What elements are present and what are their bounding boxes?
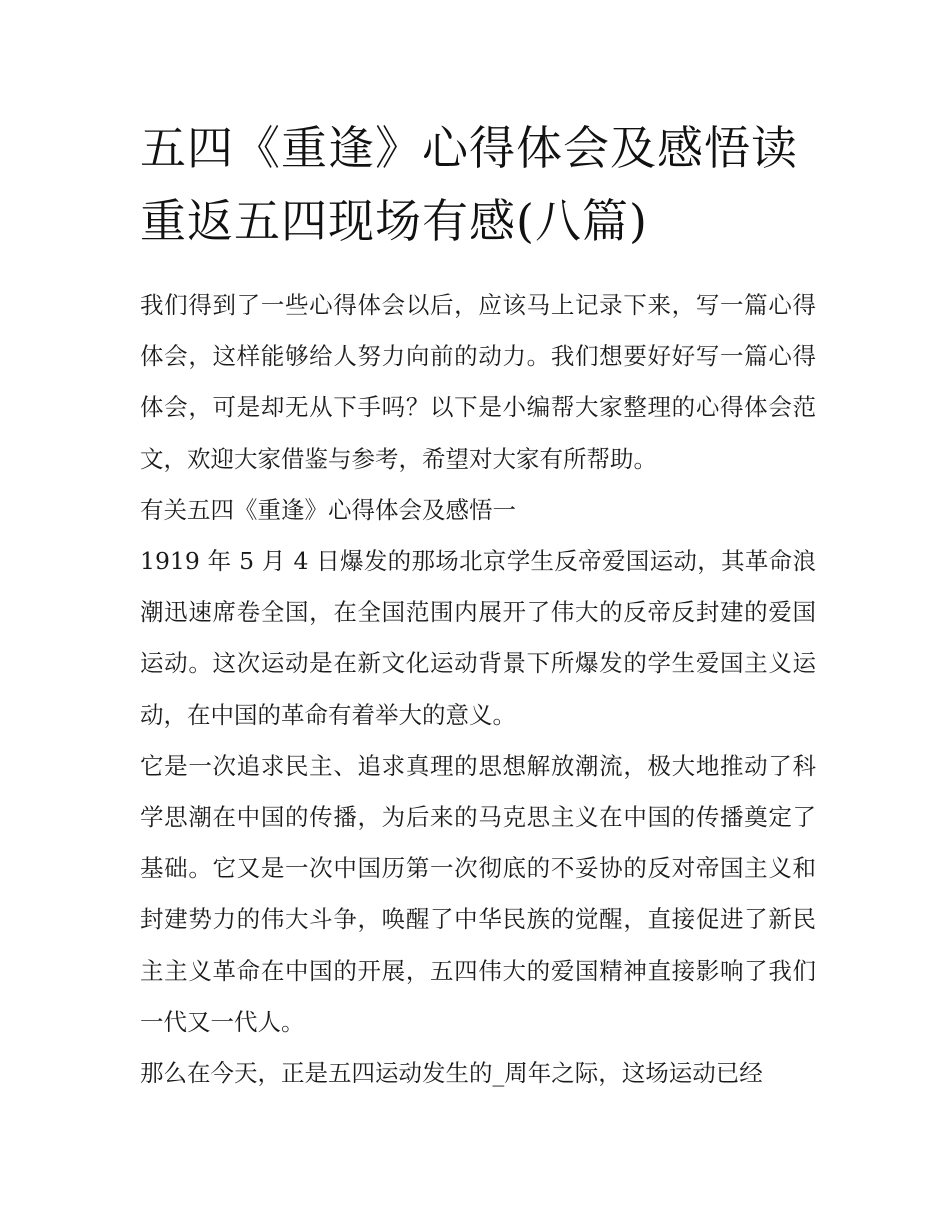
document-body	[140, 280, 816, 1099]
body-paragraph: 1919 年 5 月 4 日爆发的那场北京学生反帝爱国运动，其革命浪潮迅速席卷全国，在全国范围内展开了伟大的反帝反封建的爱国运动。这次运动是在新文化运动背景下所爆发的学生爱国主义运动，在中国的革命有着举大的意义。	[140, 547, 816, 729]
body-paragraph: 它是一次追求民主、追求真理的思想解放潮流，极大地推动了科学思潮在中国的传播，为后来的马克思主义在中国的传播奠定了基础。它又是一次中国历第一次彻底的不妥协的反对帝国主义和封建势力的伟大斗争，唤醒了中华民族的觉醒，直接促进了新民主主义革命在中国的开展，五四伟大的爱国精神直接影响了我们一代又一代人。	[140, 751, 816, 1036]
intro-paragraph: 我们得到了一些心得体会以后，应该马上记录下来，写一篇心得体会，这样能够给人努力向前的动力。我们想要好好写一篇心得体会，可是却无从下手吗？以下是小编帮大家整理的心得体会范文，欢迎大家借鉴与参考，希望对大家有所帮助。	[140, 291, 816, 473]
body-paragraph: 那么在今天，正是五四运动发生的_周年之际，这场运动已经	[140, 1059, 763, 1088]
document-title: 五四《重逢》心得体会及感悟读重返五四现场有感(八篇)	[140, 121, 798, 248]
section-heading: 有关五四《重逢》心得体会及感悟一	[140, 495, 516, 524]
